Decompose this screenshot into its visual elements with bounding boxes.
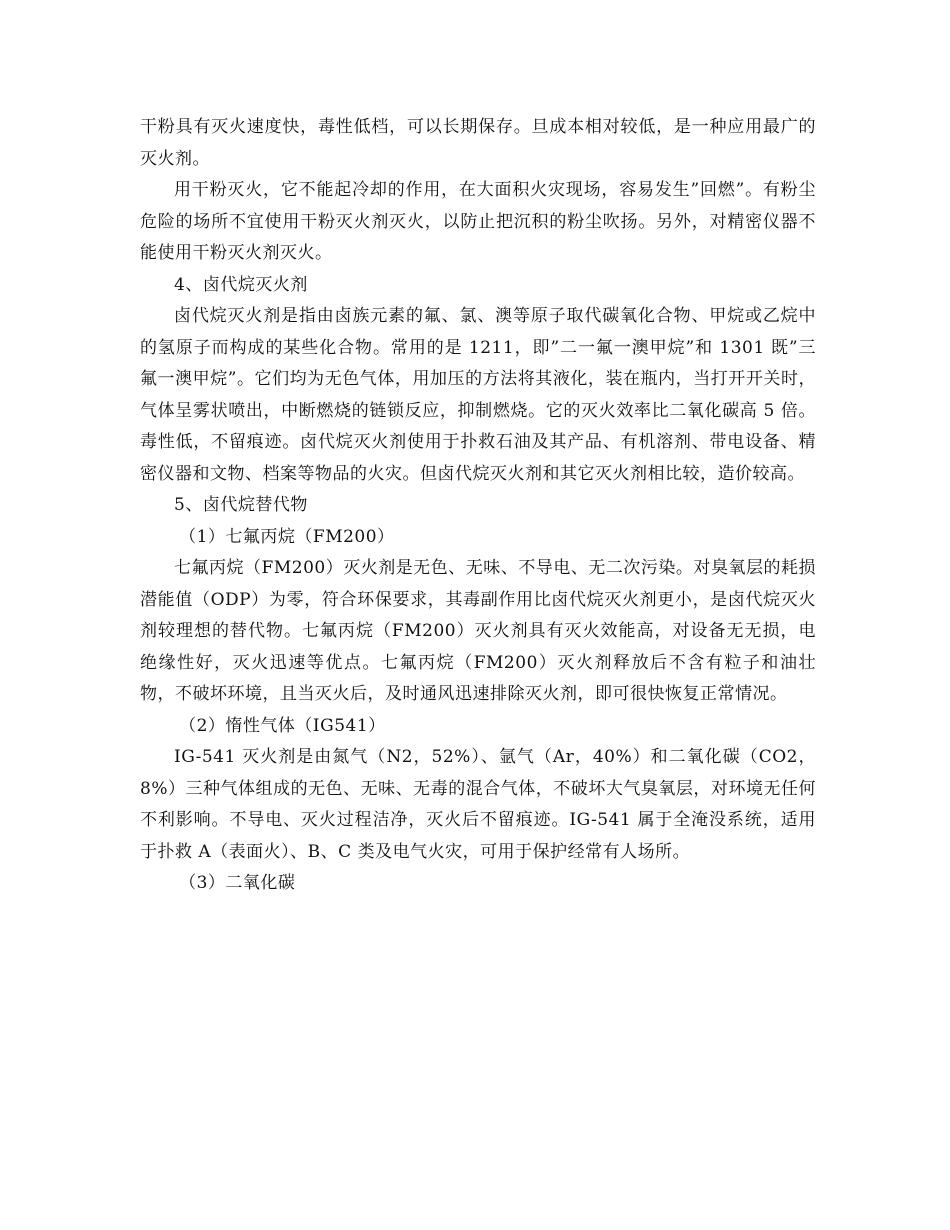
heading-co2: （3）二氧化碳 [179,873,296,893]
heading-fm200: （1）七氟丙烷（FM200） [179,526,395,547]
paragraph-dry-powder-advantages: 干粉具有灭火速度快，毒性低档，可以长期保存。旦成本相对较低，是一种应用最广的灭火剂。 [140,117,816,169]
heading-halon-alternatives: 5、卤代烷替代物 [174,495,308,515]
paragraph-dry-powder-limitations: 用干粉灭火，它不能起冷却的作用，在大面积火灾现场，容易发生”回燃”。有粉尘危险的场所不宜使用干粉灭火剂灭火，以防止把沉积的粉尘吹扬。另外，对精密仪器不能使用干粉灭火剂灭火。 [140,180,816,263]
paragraph-halon-description: 卤代烷灭火剂是指由卤族元素的氟、氯、澳等原子取代碳氧化合物、甲烷或乙烷中的氢原子而构成的某些化合物。常用的是 1211，即”二一氟一澳甲烷”和 1301 既”三氟一澳甲烷”。它们均为无色气体，用加压的方法将其液化，装在瓶内，当打开开关时，气体呈雾状喷出，中断燃烧的链锁反应，抑制燃烧。它的灭火效率比二氧化碳高 5 倍。毒性低，不留痕迹。卤代烷灭火剂使用于扑救石油及其产品、有机溶剂、带电设备、精密仪器和文物、档案等物品的火灾。但卤代烷灭火剂和其它灭火剂相比较，造价较高。 [140,306,816,484]
paragraph-ig541-description: IG-541 灭火剂是由氮气（N2，52%）、氩气（Ar，40%）和二氧化碳（CO2，8%）三种气体组成的无色、无味、无毒的混合气体，不破坏大气臭氧层，对环境无任何不利影响。不导电、灭火过程洁净，灭火后不留痕迹。IG-541 属于全淹没系统，适用于扑救 A（表面火）、B、C 类及电气火灾，可用于保护经常有人场所。 [140,747,816,862]
paragraph-fm200-description: 七氟丙烷（FM200）灭火剂是无色、无味、不导电、无二次污染。对臭氧层的耗损潜能值（ODP）为零，符合环保要求，其毒副作用比卤代烷灭火剂更小，是卤代烷灭火剂较理想的替代物。七氟丙烷（FM200）灭火剂具有灭火效能高，对设备无无损，电绝缘性好，灭火迅速等优点。七氟丙烷（FM200）灭火剂释放后不含有粒子和油壮物，不破坏环境，且当灭火后，及时通风迅速排除灭火剂，即可很快恢复正常情况。 [140,558,816,704]
heading-halon-agent: 4、卤代烷灭火剂 [174,274,308,295]
heading-ig541: （2）惰性气体（IG541） [179,715,386,736]
document-page [140,112,816,900]
